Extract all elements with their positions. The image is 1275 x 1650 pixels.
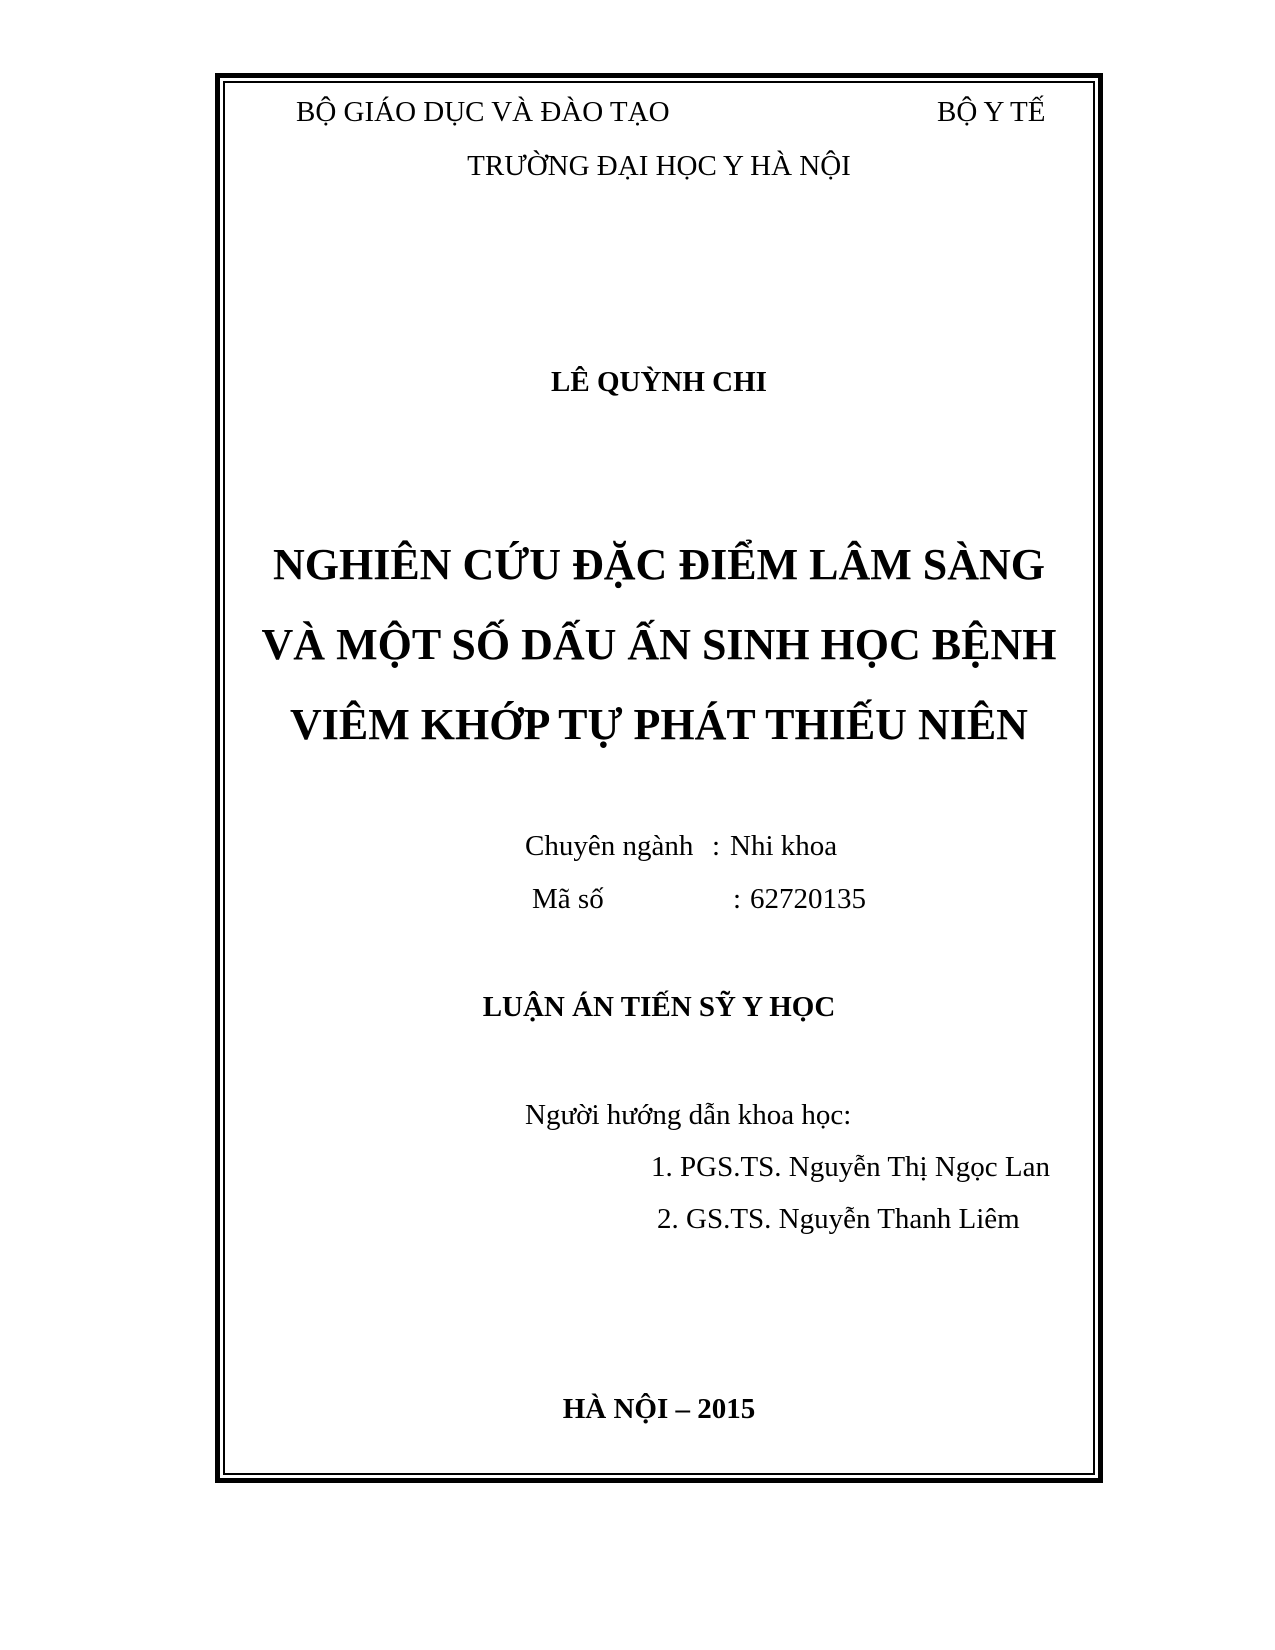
author-name: LÊ QUỲNH CHI — [551, 366, 767, 398]
advisor-item: 1. PGS.TS. Nguyễn Thị Ngọc Lan — [651, 1151, 1051, 1183]
place-year: HÀ NỘI – 2015 — [562, 1393, 756, 1425]
specialty-separator: : — [712, 830, 721, 862]
thesis-title-line-1: NGHIÊN CỨU ĐẶC ĐIỂM LÂM SÀNG — [272, 540, 1046, 589]
degree-title: LUẬN ÁN TIẾN SỸ Y HỌC — [482, 991, 836, 1023]
advisor-item: 2. GS.TS. Nguyễn Thanh Liêm — [657, 1203, 1020, 1235]
thesis-title-line-3: VIÊM KHỚP TỰ PHÁT THIẾU NIÊN — [290, 700, 1028, 749]
code-label: Mã số — [532, 883, 604, 915]
thesis-title-line-2: VÀ MỘT SỐ DẤU ẤN SINH HỌC BỆNH — [261, 620, 1057, 669]
code-separator: : — [733, 883, 742, 915]
ministry-health-label: BỘ Y TẾ — [937, 96, 1046, 128]
ministry-education-label: BỘ GIÁO DỤC VÀ ĐÀO TẠO — [296, 96, 670, 128]
inner-border — [223, 81, 1095, 1475]
code-value: 62720135 — [750, 883, 866, 915]
specialty-value: Nhi khoa — [730, 830, 838, 862]
advisors-heading: Người hướng dẫn khoa học: — [525, 1099, 852, 1131]
specialty-label: Chuyên ngành — [525, 830, 694, 862]
university-name: TRƯỜNG ĐẠI HỌC Y HÀ NỘI — [467, 150, 851, 182]
